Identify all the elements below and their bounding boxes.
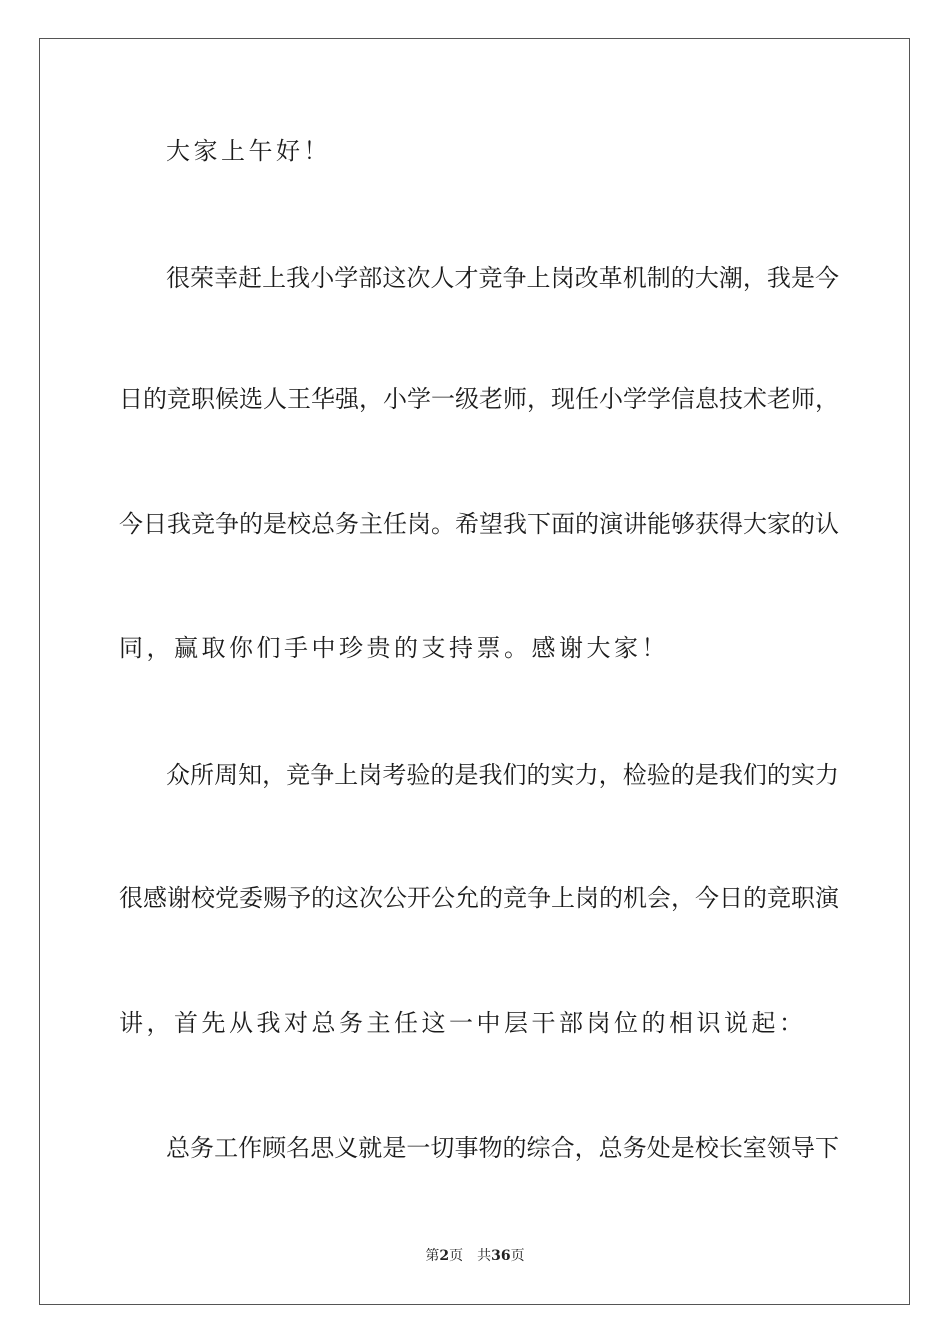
footer-total-suffix: 页 xyxy=(510,1248,525,1264)
footer-page-prefix: 第 xyxy=(425,1248,440,1264)
paragraph-line: 总务工作顾名思义就是一切事物的综合，总务处是校长室领导下 xyxy=(166,1134,839,1162)
page-footer xyxy=(0,1247,950,1265)
paragraph-line: 日的竞职候选人王华强，小学一级老师，现任小学学信息技术老师， xyxy=(119,385,839,413)
paragraph-line: 讲，首先从我对总务主任这一中层干部岗位的相识说起： xyxy=(119,1009,807,1037)
page-border xyxy=(39,38,910,1305)
paragraph-line: 很感谢校党委赐予的这次公开公允的竞争上岗的机会，今日的竞职演 xyxy=(119,884,839,912)
paragraph-line: 众所周知，竞争上岗考验的是我们的实力，检验的是我们的实力 xyxy=(166,761,839,789)
paragraph-line-greeting: 大家上午好！ xyxy=(166,137,331,165)
footer-total-pages: 36 xyxy=(491,1248,511,1264)
footer-page-number: 2 xyxy=(439,1248,450,1264)
paragraph-line: 同，赢取你们手中珍贵的支持票。感谢大家！ xyxy=(119,634,669,662)
footer-total-prefix: 共 xyxy=(477,1248,492,1264)
footer-page-suffix: 页 xyxy=(449,1248,464,1264)
paragraph-line: 今日我竞争的是校总务主任岗。希望我下面的演讲能够获得大家的认 xyxy=(119,510,839,538)
paragraph-line: 很荣幸赶上我小学部这次人才竞争上岗改革机制的大潮，我是今 xyxy=(166,264,839,292)
